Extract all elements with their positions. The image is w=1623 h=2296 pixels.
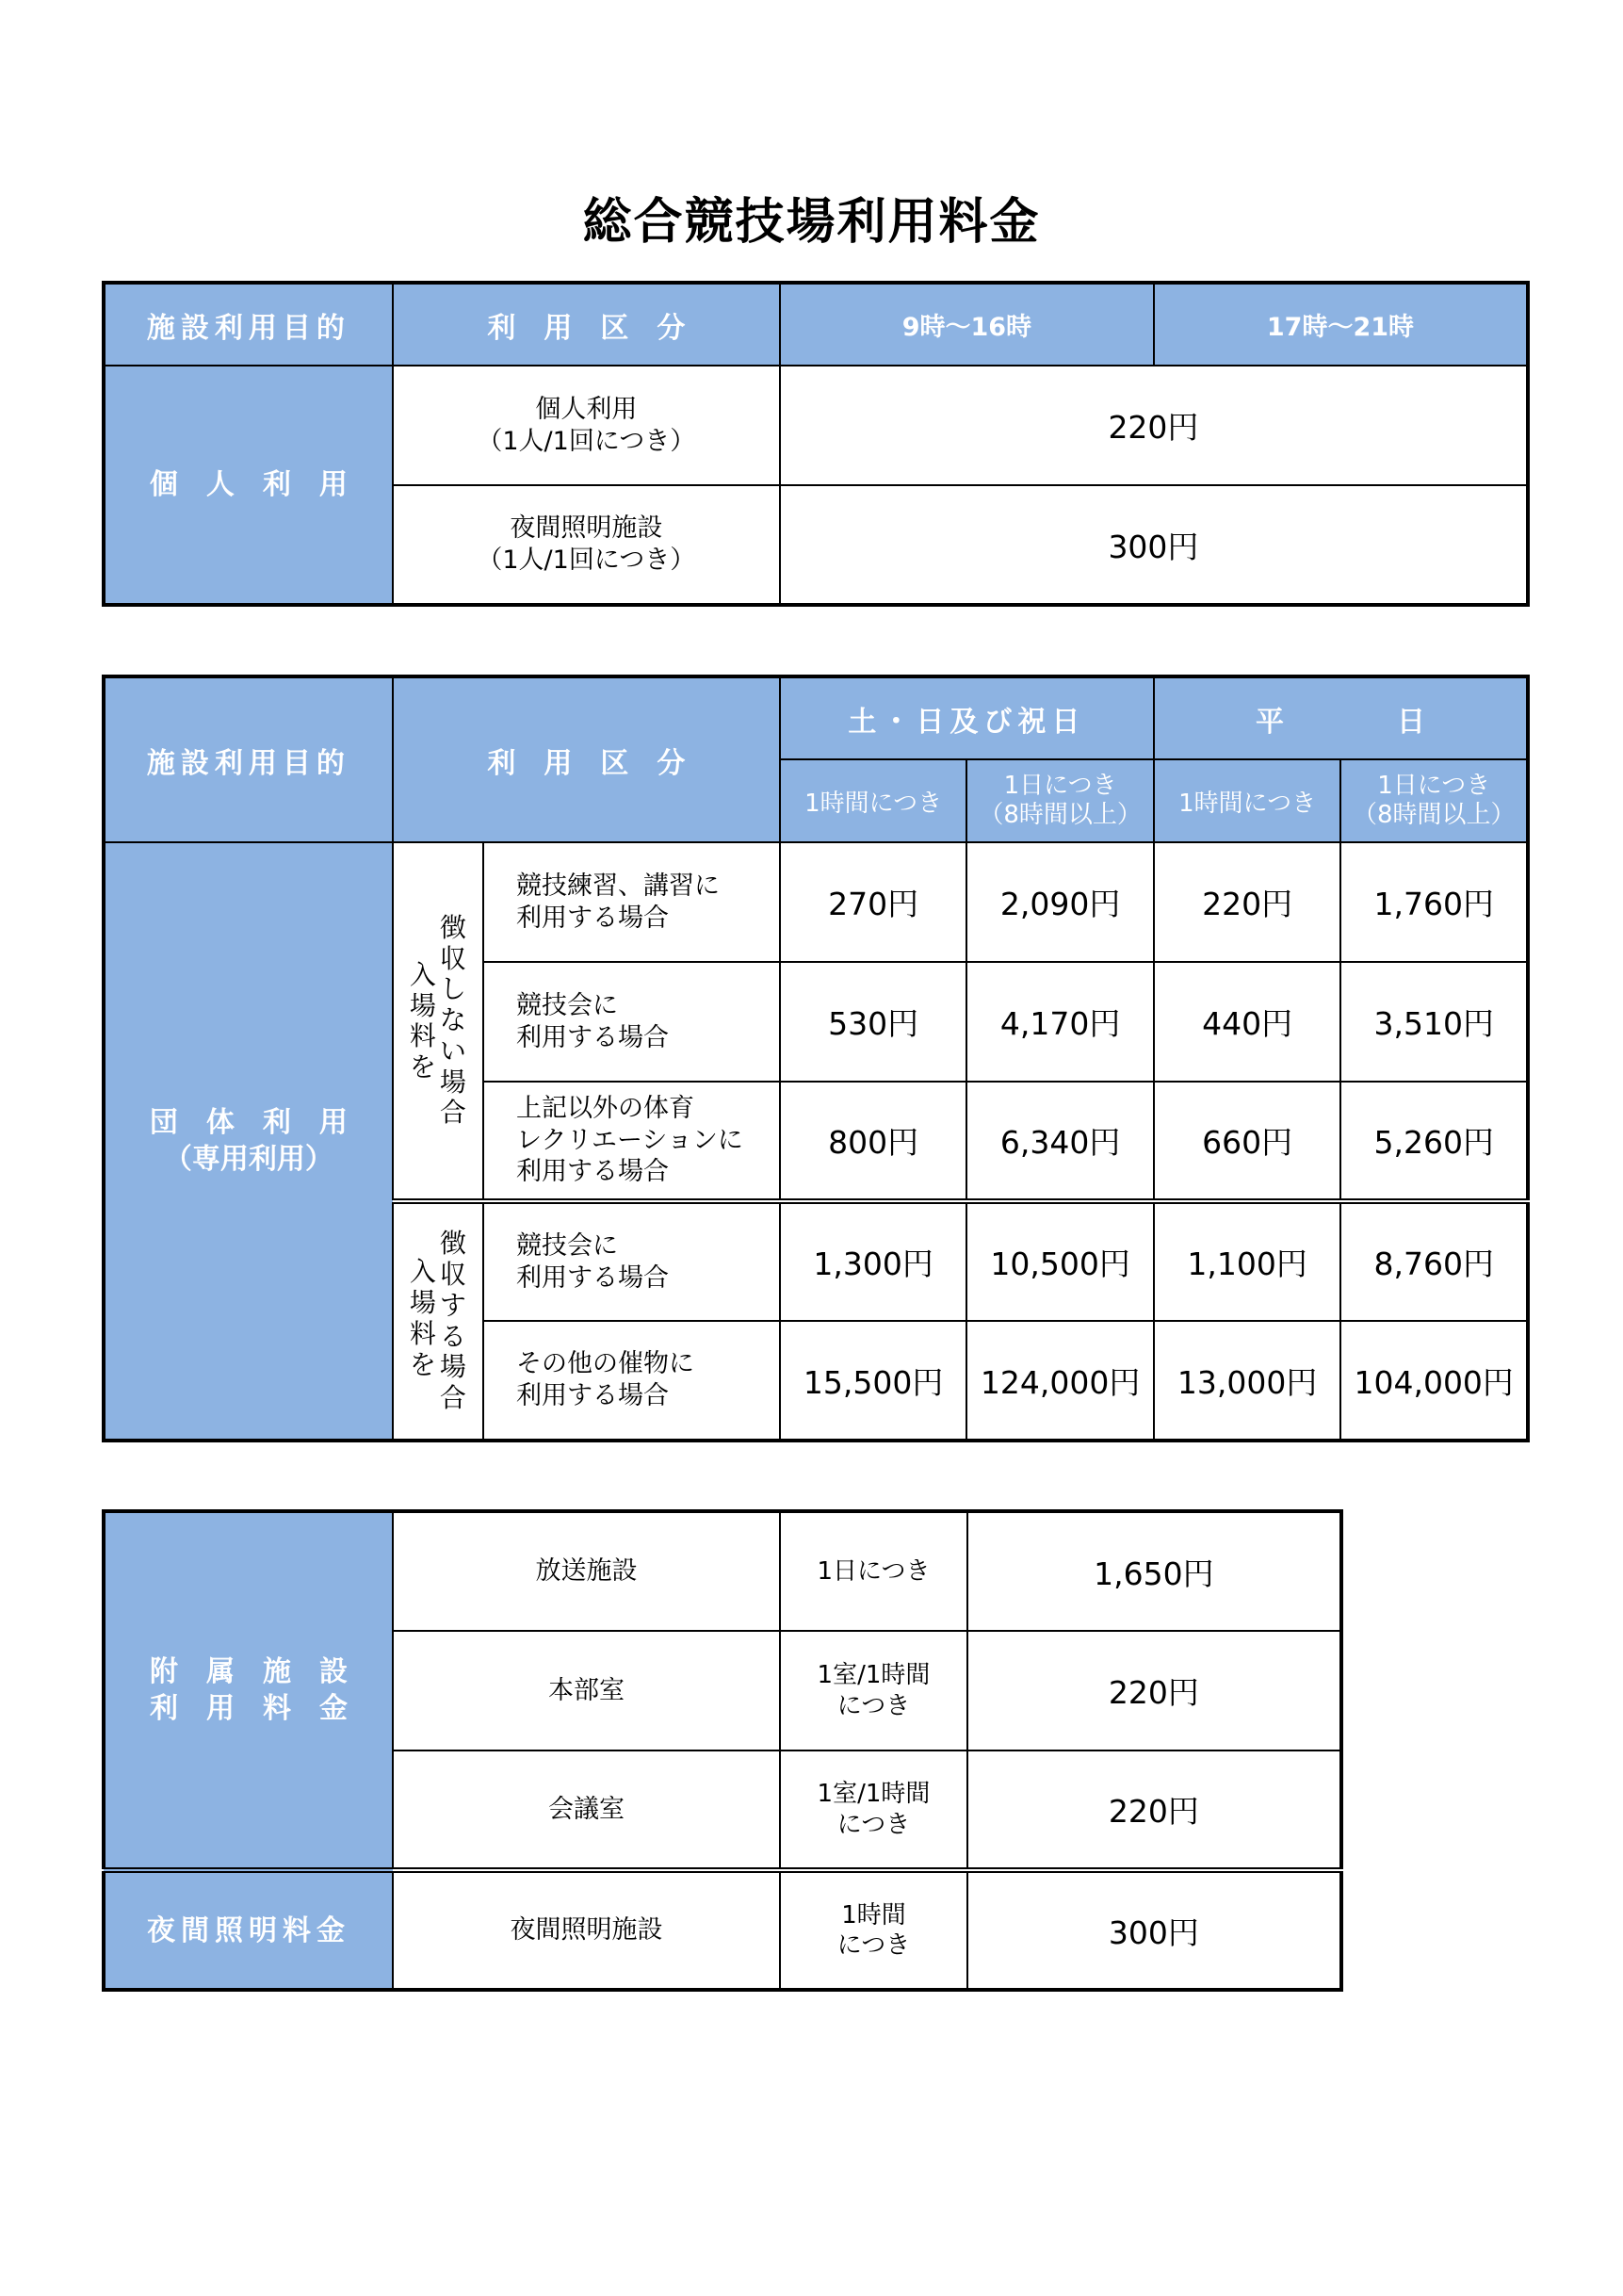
group-facility-line1: 附 属 施 設 [149,1655,348,1688]
row-label [393,485,780,605]
facility-fee-table [102,1509,1343,1992]
fee-value: 270円 [780,842,967,962]
row-label-line1: 競技会に [516,1230,619,1261]
fee-value: 2,090円 [966,842,1154,962]
unit-line1: 1室/1時間 [817,1780,931,1808]
facility-name: 放送施設 [393,1511,780,1631]
header-per-day-line2: （8時間以上） [1352,801,1516,829]
fee-value: 8,760円 [1340,1201,1528,1321]
row-label-line2: 利用する場合 [516,903,670,933]
header-per-day-line1: 1日につき [1377,771,1491,800]
header-per-hour: 1時間につき [1154,759,1341,842]
header-category: 利 用 区 分 [393,676,780,842]
row-label-line3: 利用する場合 [516,1157,670,1187]
fee-value: 1,100円 [1154,1201,1341,1321]
vertical-text-right: 入 場 料 を [409,958,436,1083]
fee-value: 10,500円 [966,1201,1154,1321]
unit-line1: 1時間 [841,1900,906,1930]
unit-line2: につき [836,1810,911,1839]
header-weekday: 平 日 [1154,676,1528,759]
facility-name: 夜間照明施設 [393,1870,780,1990]
row-label-line1: 競技練習、講習に [516,871,721,901]
unit-label [780,1511,967,1631]
individual-fee-table [102,281,1530,607]
row-label [483,1082,780,1201]
facility-name: 本部室 [393,1631,780,1750]
fee-value: 4,170円 [966,962,1154,1082]
fee-value: 1,300円 [780,1201,967,1321]
fee-value: 220円 [780,366,1528,485]
row-label-line2: （1人/1回につき） [477,426,696,456]
row-label [483,1321,780,1441]
fee-value: 15,500円 [780,1321,967,1441]
row-label-line2: レクリエーションに [516,1125,743,1155]
fee-value: 300円 [780,485,1528,605]
group-team [104,842,393,1441]
unit-line1: 1室/1時間 [817,1661,931,1689]
fee-value: 3,510円 [1340,962,1528,1082]
row-label [483,842,780,962]
facility-name: 会議室 [393,1750,780,1870]
header-time-night: 17時～21時 [1154,283,1528,366]
unit-label [780,1870,967,1990]
fee-value: 1,650円 [967,1511,1341,1631]
row-label-line2: 利用する場合 [516,1022,670,1052]
category-no-admission [393,842,483,1201]
row-label-line1: 競技会に [516,990,619,1020]
fee-value: 220円 [967,1750,1341,1870]
header-per-day-line1: 1日につき [1003,771,1117,800]
vertical-text-left: 徴 収 し な い 場 合 [439,911,466,1129]
header-category: 利 用 区 分 [393,283,780,366]
category-with-admission [393,1201,483,1441]
unit-line1: 1日につき [817,1556,931,1586]
header-weekend: 土・日及び祝日 [780,676,1154,759]
header-per-day [966,759,1154,842]
row-label-line2: 利用する場合 [516,1381,670,1410]
fee-value: 440円 [1154,962,1341,1082]
fee-value: 1,760円 [1340,842,1528,962]
fee-value: 6,340円 [966,1082,1154,1201]
row-label-line2: （1人/1回につき） [477,546,696,575]
unit-label [780,1631,967,1750]
row-label [483,962,780,1082]
header-per-day-line2: （8時間以上） [979,801,1142,829]
page-title: 総合競技場利用料金 [582,194,1041,251]
fee-value: 124,000円 [966,1321,1154,1441]
fee-value: 104,000円 [1340,1321,1528,1441]
vertical-text-right: 入 場 料 を [409,1256,436,1380]
fee-value: 530円 [780,962,967,1082]
fee-value: 5,260円 [1340,1082,1528,1201]
header-purpose: 施設利用目的 [104,676,393,842]
group-fee-table [102,675,1530,1442]
unit-line2: につき [836,1931,911,1960]
fee-value: 300円 [967,1870,1341,1990]
unit-label [780,1750,967,1870]
header-per-hour: 1時間につき [780,759,967,842]
group-night-lighting: 夜間照明料金 [104,1870,393,1990]
row-label-line2: 利用する場合 [516,1262,670,1293]
fee-value: 660円 [1154,1082,1341,1201]
header-time-day: 9時～16時 [780,283,1154,366]
vertical-text-left: 徴 収 す る 場 合 [439,1228,466,1413]
group-team-line2: （専用利用） [163,1143,333,1176]
unit-line2: につき [836,1691,911,1720]
fee-value: 220円 [967,1631,1341,1750]
header-per-day [1340,759,1528,842]
row-label-line1: その他の催物に [516,1349,695,1379]
row-label-line1: 上記以外の体育 [516,1093,695,1123]
group-team-line1: 団 体 利 用 [149,1106,348,1139]
group-facility-line2: 利 用 料 金 [149,1692,348,1725]
row-label-line1: 個人利用 [535,394,638,424]
group-individual: 個 人 利 用 [104,366,393,605]
group-facility [104,1511,393,1870]
fee-value: 800円 [780,1082,967,1201]
row-label [393,366,780,485]
header-purpose: 施設利用目的 [104,283,393,366]
fee-value: 220円 [1154,842,1341,962]
row-label-line1: 夜間照明施設 [510,513,663,544]
fee-value: 13,000円 [1154,1321,1341,1441]
row-label [483,1201,780,1321]
